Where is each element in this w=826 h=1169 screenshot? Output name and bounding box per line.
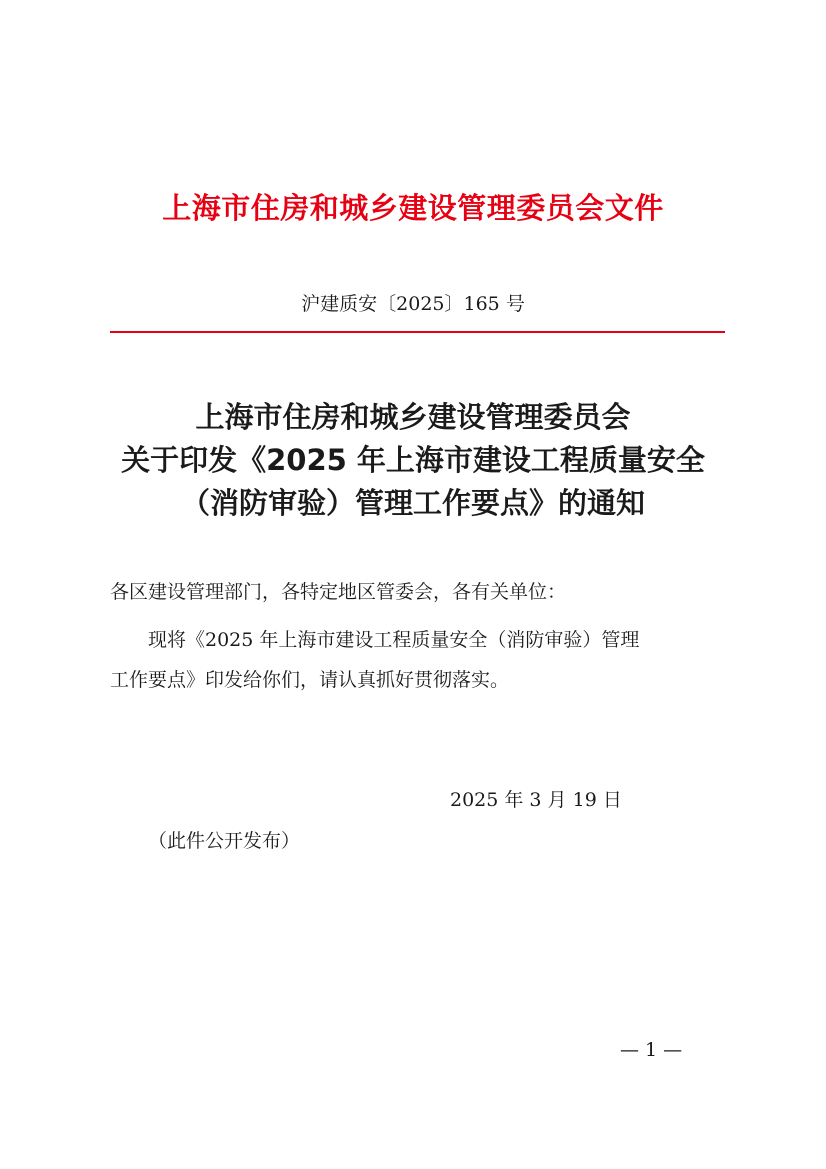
public-release-note: （此件公开发布）	[148, 830, 301, 852]
recipients: 各区建设管理部门，各特定地区管委会，各有关单位：	[110, 581, 567, 603]
red-divider	[110, 331, 725, 333]
body-line: 现将《2025 年上海市建设工程质量安全（消防审验）管理	[148, 629, 640, 651]
notice-title-line: 上海市住房和城乡建设管理委员会	[195, 400, 631, 434]
issue-date: 2025 年 3 月 19 日	[450, 789, 622, 811]
notice-title-line: （消防审验）管理工作要点》的通知	[180, 486, 645, 520]
page-number: — 1 —	[620, 1039, 683, 1061]
issuer-title: 上海市住房和城乡建设管理委员会文件	[162, 191, 664, 225]
body-line: 工作要点》印发给你们，请认真抓好贯彻落实。	[110, 669, 510, 691]
notice-title	[0, 396, 826, 525]
document-number: 沪建质安〔2025〕165 号	[301, 293, 525, 315]
notice-title-line: 关于印发《2025 年上海市建设工程质量安全	[121, 443, 705, 477]
body-paragraph	[110, 620, 726, 700]
